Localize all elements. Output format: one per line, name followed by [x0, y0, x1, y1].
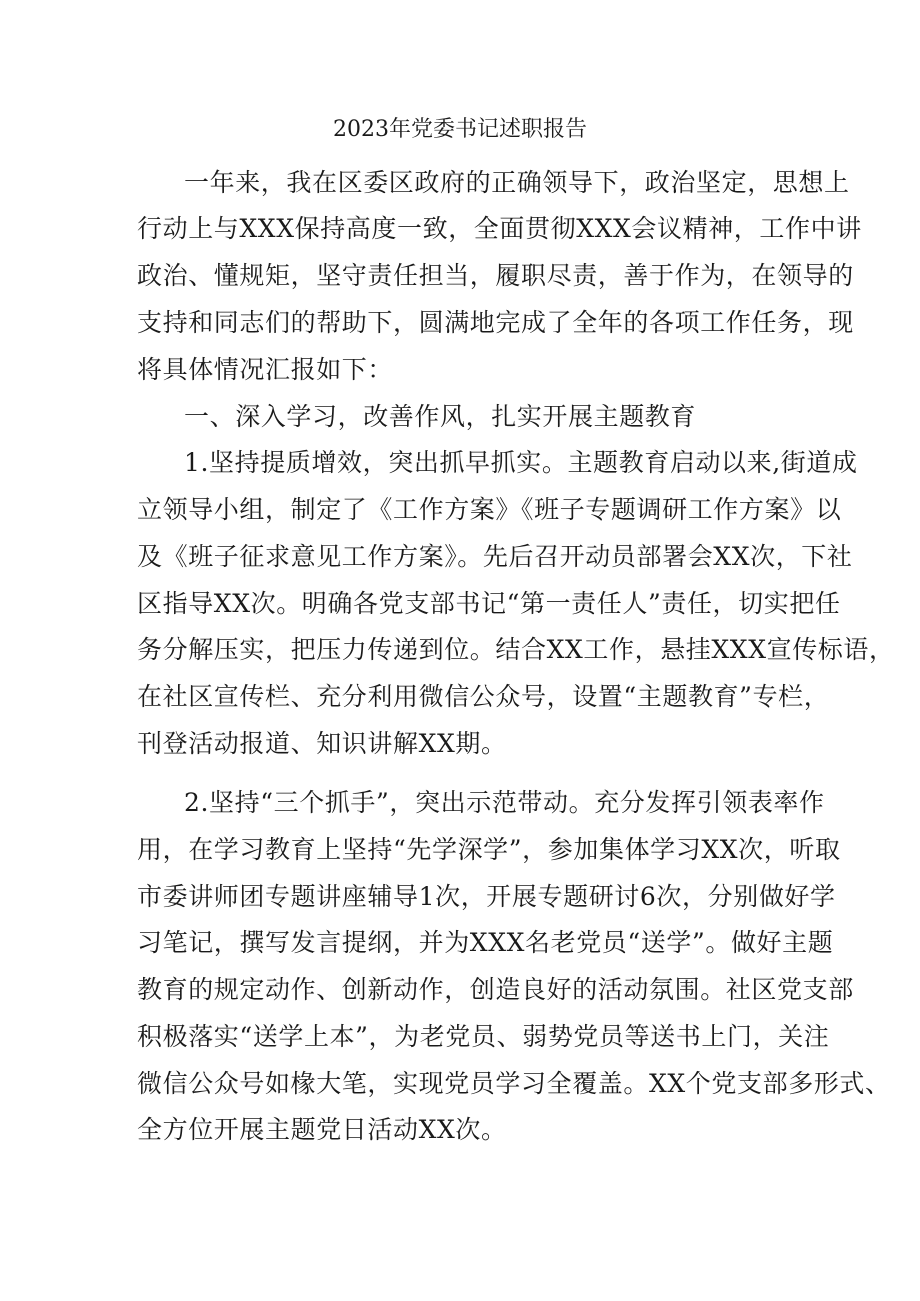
- paragraph-line: 行动上与XXX保持高度一致，全面贯彻XXX会议精神，工作中讲: [137, 214, 862, 243]
- paragraph-line: 积极落实“送学上本”，为老党员、弱势党员等送书上门，关注: [137, 1022, 830, 1051]
- paragraph-line: 将具体情况汇报如下：: [137, 355, 394, 384]
- paragraph-line: 立领导小组，制定了《工作方案》《班子专题调研工作方案》以: [137, 495, 842, 524]
- paragraph-line: 务分解压实，把压力传递到位。结合XX工作，悬挂XXX宣传标语，: [137, 635, 895, 664]
- paragraph-line: 区指导XX次。明确各党支部书记“第一责任人”责任，切实把任: [137, 589, 841, 618]
- paragraph-line: 在社区宣传栏、充分利用微信公众号，设置“主题教育”专栏，: [137, 682, 830, 711]
- paragraph-line: 微信公众号如椽大笔，实现党员学习全覆盖。XX个党支部多形式、: [137, 1069, 891, 1098]
- paragraph-line: 习笔记，撰写发言提纲，并为XXX名老党员“送学”。做好主题: [137, 928, 834, 957]
- paragraph-line: 全方位开展主题党日活动XX次。: [137, 1115, 507, 1144]
- paragraph-line: 刊登活动报道、知识讲解XX期。: [137, 729, 507, 758]
- paragraph-line: 及《班子征求意见工作方案》。先后召开动员部署会XX次，下社: [137, 542, 853, 571]
- paragraph-line: 政治、懂规矩，坚守责任担当，履职尽责，善于作为，在领导的: [137, 261, 854, 290]
- document-title: 2023年党委书记述职报告: [333, 117, 587, 142]
- paragraph-line: 支持和同志们的帮助下，圆满地完成了全年的各项工作任务，现: [137, 308, 854, 337]
- section-heading: 一、深入学习，改善作风，扎实开展主题教育: [184, 402, 697, 431]
- paragraph-line: 市委讲师团专题讲座辅导1次，开展专题研讨6次，分别做好学: [137, 882, 836, 911]
- paragraph-line: 2.坚持“三个抓手”，突出示范带动。充分发挥引领表率作: [184, 788, 825, 817]
- paragraph-line: 1.坚持提质增效，突出抓早抓实。主题教育启动以来,街道成: [184, 448, 858, 477]
- paragraph-line: 一年来，我在区委区政府的正确领导下，政治坚定，思想上: [184, 168, 850, 197]
- paragraph-line: 用，在学习教育上坚持“先学深学”，参加集体学习XX次，听取: [137, 835, 841, 864]
- paragraph-line: 教育的规定动作、创新动作，创造良好的活动氛围。社区党支部: [137, 975, 854, 1004]
